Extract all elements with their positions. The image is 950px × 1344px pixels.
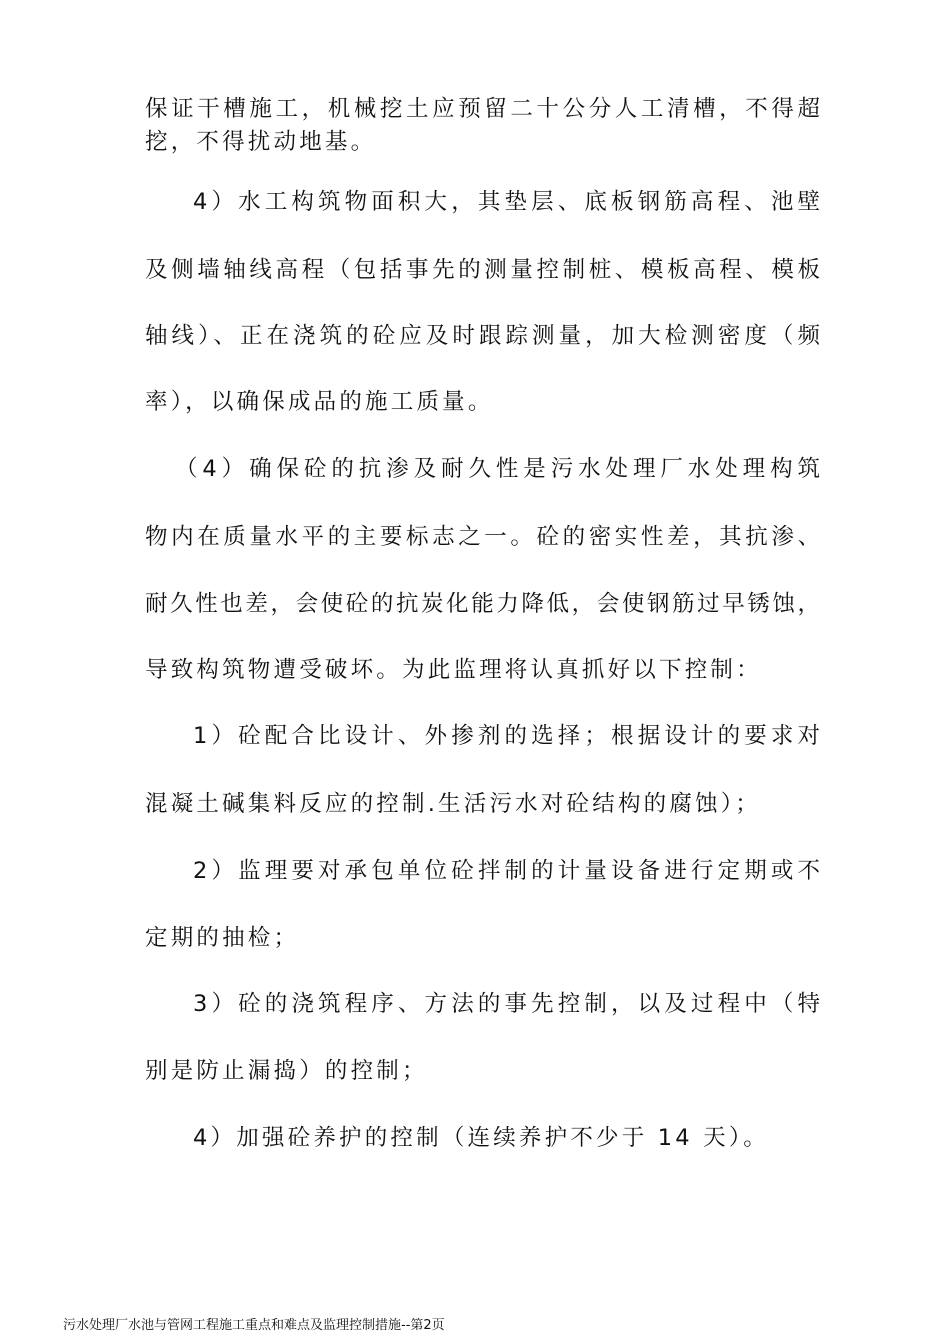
paragraph-line: 3）砼的浇筑程序、方法的事先控制，以及过程中（特 bbox=[193, 991, 820, 1017]
paragraph-line: 物内在质量水平的主要标志之一。砼的密实性差，其抗渗、 bbox=[145, 524, 820, 550]
paragraph-line: 挖，不得扰动地基。 bbox=[145, 129, 377, 155]
paragraph-line: 率），以确保成品的施工质量。 bbox=[145, 389, 494, 415]
paragraph-line: （4）确保砼的抗渗及耐久性是污水处理厂水处理构筑 bbox=[175, 456, 820, 482]
paragraph-line: 4）加强砼养护的控制（连续养护不少于 14 天）。 bbox=[193, 1125, 770, 1151]
paragraph-line: 导致构筑物遭受破坏。为此监理将认真抓好以下控制： bbox=[145, 657, 762, 683]
paragraph-line: 1）砼配合比设计、外掺剂的选择；根据设计的要求对 bbox=[193, 723, 820, 749]
paragraph-line: 轴线）、正在浇筑的砼应及时跟踪测量，加大检测密度（频 bbox=[145, 323, 820, 349]
paragraph-line: 2）监理要对承包单位砼拌制的计量设备进行定期或不 bbox=[193, 858, 820, 884]
paragraph-line: 4）水工构筑物面积大，其垫层、底板钢筋高程、池壁 bbox=[193, 189, 820, 215]
paragraph-line: 及侧墙轴线高程（包括事先的测量控制桩、模板高程、模板 bbox=[145, 257, 820, 283]
paragraph-line: 别是防止漏捣）的控制； bbox=[145, 1058, 428, 1084]
paragraph-line: 定期的抽检； bbox=[145, 925, 300, 951]
paragraph-line: 保证干槽施工，机械挖土应预留二十公分人工清槽，不得超 bbox=[145, 96, 820, 122]
paragraph-line: 耐久性也差，会使砼的抗炭化能力降低，会使钢筋过早锈蚀， bbox=[145, 591, 820, 617]
page-footer: 污水处理厂水池与管网工程施工重点和难点及监理控制措施--第2页 bbox=[63, 1318, 445, 1333]
paragraph-line: 混凝土碱集料反应的控制.生活污水对砼结构的腐蚀）； bbox=[145, 791, 761, 817]
